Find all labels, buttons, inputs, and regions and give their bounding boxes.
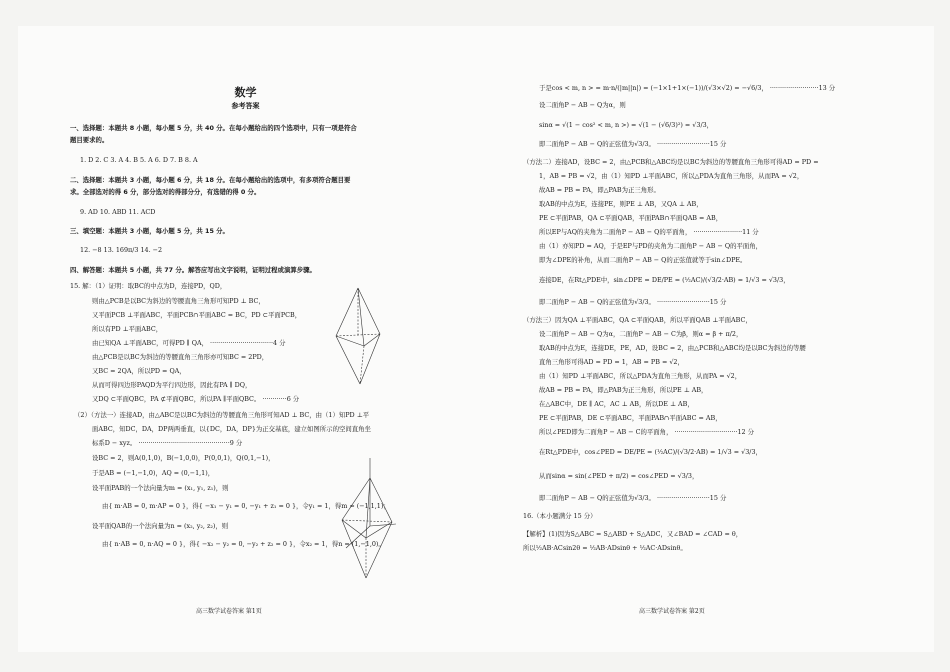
solution-line: 故AB = PB = PA，即△PAB为正三角形。 <box>539 186 660 194</box>
page-1-footer: 高三数学试卷答案 第1页 <box>196 608 262 615</box>
solution-line: 由已知QA ⊥平面ABC，可得PD ∥ QA， ·······························4 分 <box>92 339 286 347</box>
section-1-heading-cont: 题目要求的。 <box>70 136 109 144</box>
solution-line: 又BC = 2QA，所以PD = QA， <box>92 367 186 375</box>
solution-line: 设BC = 2，则A(0,1,0)，B(−1,0,0)，P(0,0,1)，Q(0,1,−1)， <box>92 454 275 462</box>
solution-line: 15. 解：（1）证明：取BC的中点为D，连接PD，QD， <box>70 282 227 290</box>
solution-line: 即二面角P − AB − Q的正弦值为√3/3。 ··························15 分 <box>539 494 727 502</box>
page-1 <box>18 26 473 652</box>
section-4-heading: 四、解答题：本题共 5 小题，共 77 分。解答应写出文字说明，证明过程或演算步骤。 <box>70 266 316 274</box>
solution-line: 所以EP与AQ的夹角为二面角P − AB − Q的平面角， ························11 分 <box>539 228 759 236</box>
solution-line: 由（1）知PD ⊥平面ABC，所以△PDA为直角三角形，从而PA = √2， <box>539 372 742 380</box>
solution-line: 设二面角P − AB − Q为α，则 <box>539 101 626 109</box>
page-subtitle: 参考答案 <box>231 102 260 110</box>
solution-line: 设二面角P − AB − Q为α，二面角P − AB − C为β，则α = β + π/2， <box>539 330 743 338</box>
section-2-heading-cont: 求。全部选对的得 6 分，部分选对的得部分分，有选错的得 0 分。 <box>70 188 261 196</box>
solution-line: 由△PCB是以BC为斜边的等腰直角三角形亦可知BC = 2PD， <box>92 353 269 361</box>
page-2 <box>479 26 934 652</box>
solution-line: （2）（方法一）连接AD，由△ABC是以BC为斜边的等腰直角三角形可知AD ⊥ BC，由（1）知PD ⊥平 <box>74 411 370 419</box>
solution-line: 设平面PAB的一个法向量为m = (x₁, y₁, z₁)，则 <box>92 484 229 492</box>
solution-line: 由{ m·AB = 0, m·AP = 0 }，得{ −x₁ − y₁ = 0, −y₁ + z₁ = 0 }，令y₁ = 1，得m = (−1,1,1)； <box>102 502 390 510</box>
solution-line: 即为∠DPE的补角，从而二面角P − AB − Q的正弦值就等于sin∠DPE。 <box>539 256 747 264</box>
solution-line: 取AB的中点为E，连接PE，则PE ⊥ AB，又QA ⊥ AB， <box>539 200 703 208</box>
solution-line: （方法三）因为QA ⊥平面ABC，QA ⊂平面QAB，所以平面QAB ⊥平面ABC， <box>523 316 752 324</box>
solution-line: 由{ n·AB = 0, n·AQ = 0 }，得{ −x₂ − y₂ = 0, −y₂ + z₂ = 0 }，令x₂ = 1，得n = (1,−1,0)。 <box>102 540 385 548</box>
pyramid-figure-2 <box>336 456 398 586</box>
pyramid-figure-1 <box>330 284 390 396</box>
solution-line: 在△ABC中，DE ∥ AC，AC ⊥ AB，所以DE ⊥ AB， <box>539 400 694 408</box>
page-title: 数学 <box>234 86 257 99</box>
solution-line: 由（1）亦知PD = AQ，于是EP与PD的夹角为二面角P − AB − Q的平面角， <box>539 242 763 250</box>
solution-line: 直角三角形可得AD = PD = 1，AB = PB = √2， <box>539 358 684 366</box>
solution-line: 从而可得四边形PAQD为平行四边形，因此有PA ∥ DQ， <box>92 381 252 389</box>
page-2-footer: 高三数学试卷答案 第2页 <box>639 608 705 615</box>
solution-line: 则由△PCB是以BC为斜边的等腰直角三角形可知PD ⊥ BC， <box>92 297 265 305</box>
section-3-answers: 12. −8 13. 169π/3 14. −2 <box>80 246 163 254</box>
solution-line: PE ⊂平面PAB，DE ⊂平面ABC，平面PAB∩平面ABC = AB， <box>539 414 722 422</box>
solution-line: 即二面角P − AB − Q的正弦值为√3/3。 ··························15 分 <box>539 140 727 148</box>
solution-line: 面ABC，知DC，DA，DP两两垂直，以{DC，DA，DP}为正交基底，建立如图所示的空间直角坐 <box>92 425 371 433</box>
solution-line: 取AB的中点为E，连接DE，PE，AD，设BC = 2，由△PCB和△ABC均是以BC为斜边的等腰 <box>539 344 806 352</box>
solution-line: 所以有PD ⊥平面ABC， <box>92 325 163 333</box>
solution-line: 又DQ ⊂平面QBC，PA ⊄平面QBC，所以PA ∥平面QBC。 ············6 分 <box>92 395 300 403</box>
answer-sheet <box>18 26 934 652</box>
solution-line: PE ⊂平面PAB，QA ⊂平面QAB，平面PAB∩平面QAB = AB， <box>539 214 723 222</box>
solution-line: 连接DE，在Rt△PDE中，sin∠DPE = DE/PE = (½AC)/(√3/2·AB) = 1/√3 = √3/3， <box>539 276 790 284</box>
solution-line: sinα = √(1 − cos² < m, n >) = √(1 − (√6/3)²) = √3/3， <box>539 121 714 129</box>
solution-line: 标系D − xyz。 ·············································9 分 <box>92 439 243 447</box>
solution-line: 于是AB = (−1,−1,0)，AQ = (0,−1,1)， <box>92 469 215 477</box>
solution-line: 于是cos < m, n > = m·n/(|m||n|) = (−1×1+1×(−1))/(√3×√2) = −√6/3， ························13 分 <box>539 84 836 92</box>
solution-line: 设平面QAB的一个法向量为n = (x₂, y₂, z₂)，则 <box>92 522 229 530</box>
section-1-answers: 1. D 2. C 3. A 4. B 5. A 6. D 7. B 8. A <box>80 156 198 164</box>
section-2-answers: 9. AD 10. ABD 11. ACD <box>80 208 156 216</box>
solution-line: 从而sinα = sin(∠PED + π/2) = cos∠PED = √3/3， <box>539 472 699 480</box>
solution-line: （方法二）连接AD，设BC = 2，由△PCB和△ABC均是以BC为斜边的等腰直角三角形可得AD = PD = <box>523 158 819 166</box>
solution-line: 又平面PCB ⊥平面ABC，平面PCB∩平面ABC = BC，PD ⊂平面PCB， <box>92 311 302 319</box>
problem-16-heading: 16.（本小题满分 15 分） <box>523 512 597 520</box>
section-1-heading: 一、选择题：本题共 8 小题，每小题 5 分，共 40 分。在每小题给出的四个选项中，只有一项是符合 <box>70 124 357 132</box>
solution-line: 所以∠PED即为二面角P − AB − C的平面角， ·······························12 分 <box>539 428 755 436</box>
solution-line: 1，AB = PB = √2，由（1）知PD ⊥平面ABC，所以△PDA为直角三角形，从而PA = √2， <box>539 172 804 180</box>
solution-line: 所以½AB·ACsin2θ = ½AB·ADsinθ + ½AC·ADsinθ。 <box>523 544 687 552</box>
solution-line: 【解析】(1)因为S△ABC = S△ABD + S△ADC，又∠BAD = ∠CAD = θ， <box>523 530 743 538</box>
section-2-heading: 二、选择题：本题共 3 小题，每小题 6 分，共 18 分。在每小题给出的选项中，有多项符合题目要 <box>70 176 351 184</box>
solution-line: 即二面角P − AB − Q的正弦值为√3/3。 ··························15 分 <box>539 298 727 306</box>
section-3-heading: 三、填空题：本题共 3 小题，每小题 5 分，共 15 分。 <box>70 227 229 235</box>
solution-line: 在Rt△PDE中，cos∠PED = DE/PE = (½AC)/(√3/2·AB) = 1/√3 = √3/3， <box>539 448 762 456</box>
solution-line: 故AB = PB = PA，即△PAB为正三角形，所以PE ⊥ AB， <box>539 386 708 394</box>
